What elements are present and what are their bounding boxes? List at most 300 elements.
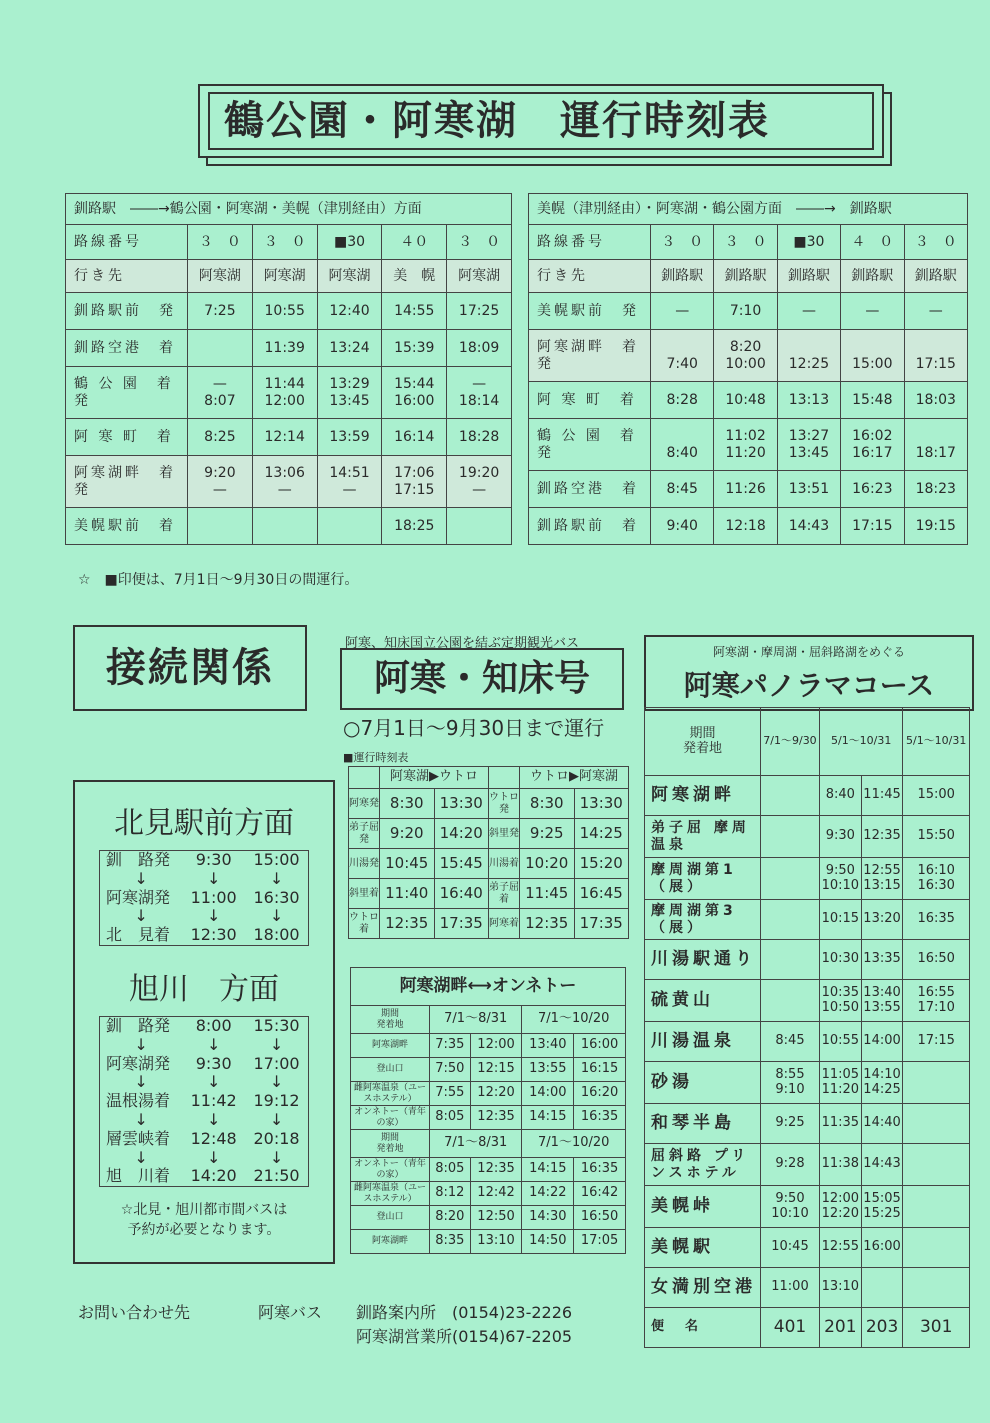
title-box xyxy=(198,84,884,158)
bin-number: 201 xyxy=(819,1308,861,1348)
time-cell xyxy=(903,1228,970,1268)
table-row xyxy=(351,1082,626,1106)
time-cell: 19:15 xyxy=(904,508,968,545)
time-cell: 17:05 xyxy=(574,1230,626,1254)
time-cell: 8:35 xyxy=(430,1230,471,1254)
time-cell: 12:55 13:15 xyxy=(861,858,903,900)
time-cell: 14:15 xyxy=(522,1158,574,1182)
time-cell: ↓ xyxy=(206,906,221,926)
time-cell: 16:42 xyxy=(574,1182,626,1206)
table-row xyxy=(351,1034,626,1058)
time-cell xyxy=(761,940,820,980)
table-row xyxy=(645,1104,970,1144)
table-row xyxy=(645,1022,970,1062)
stop-name: 摩周湖第3（展） xyxy=(645,900,761,940)
stop-name: 弟子屈着 xyxy=(489,879,520,909)
stop-name: ↓ xyxy=(134,1109,148,1129)
time-cell: 8:45 xyxy=(761,1022,820,1062)
time-cell: 16:20 xyxy=(574,1082,626,1106)
route-number: ３ ０ xyxy=(651,225,714,260)
time-cell: 13:27 13:45 xyxy=(777,419,840,471)
stop-name: オンネトー（青年の家） xyxy=(351,1158,430,1182)
time-cell: 14:25 xyxy=(574,819,629,849)
table-row xyxy=(645,940,970,980)
time-cell: 15:39 xyxy=(382,330,447,367)
time-cell: 18:03 xyxy=(904,382,968,419)
time-cell: 8:05 xyxy=(430,1158,471,1182)
stop-name: 和琴半島 xyxy=(645,1104,761,1144)
time-cell: 7:10 xyxy=(714,293,777,330)
time-cell: 13:20 xyxy=(861,900,903,940)
stop-name: ↓ xyxy=(134,1147,148,1167)
destination: 阿寒湖 xyxy=(188,260,253,293)
stop-name: 登山口 xyxy=(351,1206,430,1230)
table-row xyxy=(349,819,629,849)
time-cell: 13:24 xyxy=(317,330,382,367)
stop-name: 阿寒湖発 xyxy=(106,1053,171,1073)
table-row xyxy=(351,1058,626,1082)
table-row xyxy=(645,1228,970,1268)
time-cell: 16:02 16:17 xyxy=(841,419,904,471)
route-number: ■30 xyxy=(317,225,382,260)
table-row xyxy=(66,367,512,419)
time-cell: 20:18 xyxy=(253,1128,300,1148)
time-cell: 8:05 xyxy=(430,1106,471,1130)
time-cell: 13:10 xyxy=(470,1230,522,1254)
table-row xyxy=(100,1149,309,1168)
destination: 阿寒湖 xyxy=(447,260,512,293)
destination: 釧路駅 xyxy=(904,260,968,293)
city-bus-box xyxy=(73,780,335,1264)
table-row xyxy=(645,858,970,900)
time-cell: 15:44 16:00 xyxy=(382,367,447,419)
shiretoko-title: 阿寒・知床号 xyxy=(340,648,624,710)
bin-label: 便 名 xyxy=(645,1308,761,1348)
stop-name: ウトロ着 xyxy=(349,909,380,939)
table-row xyxy=(349,909,629,939)
time-cell: ↓ xyxy=(269,1072,284,1092)
time-cell: 14:43 xyxy=(861,1144,903,1186)
time-cell: 16:15 xyxy=(574,1058,626,1082)
table-row xyxy=(66,508,512,545)
table-row xyxy=(645,1062,970,1104)
time-cell: 8:20 xyxy=(430,1206,471,1230)
route-number: ３ ０ xyxy=(252,225,317,260)
stop-name: 阿寒着 xyxy=(489,909,520,939)
time-cell xyxy=(903,1268,970,1308)
time-cell: 11:42 xyxy=(190,1091,237,1111)
destination: 阿寒湖 xyxy=(252,260,317,293)
table-row xyxy=(529,382,968,419)
time-cell: 11:45 xyxy=(861,776,903,816)
time-cell: 12:35 xyxy=(520,909,575,939)
time-cell: 9:25 xyxy=(761,1104,820,1144)
time-cell: 21:50 xyxy=(253,1166,300,1186)
stop-name: 釧路空港 着 xyxy=(529,471,651,508)
time-cell: ↓ xyxy=(269,868,284,888)
time-cell: 18:25 xyxy=(382,508,447,545)
time-cell xyxy=(761,858,820,900)
period-header: 期間 発着地 xyxy=(351,1130,430,1158)
table-row xyxy=(351,1182,626,1206)
time-cell: 16:10 16:30 xyxy=(903,858,970,900)
time-cell: ↓ xyxy=(206,1072,221,1092)
time-cell: 12:35 xyxy=(380,909,435,939)
stop-name: 川湯駅通り xyxy=(645,940,761,980)
period: 7/1～10/20 xyxy=(522,1130,626,1158)
contact-office-1: 釧路案内所 (0154)23-2226 xyxy=(356,1303,573,1322)
time-cell: 10:55 xyxy=(819,1022,861,1062)
table-row xyxy=(100,1111,309,1130)
table-row xyxy=(100,870,309,889)
period-header: 期間 発着地 xyxy=(351,1006,430,1034)
period: 7/1～8/31 xyxy=(430,1130,522,1158)
time-cell: 16:00 xyxy=(861,1228,903,1268)
time-cell: 10:30 xyxy=(819,940,861,980)
stop-name: 温根湯着 xyxy=(106,1091,171,1111)
stop-name: 川湯着 xyxy=(489,849,520,879)
table-row xyxy=(645,1268,970,1308)
time-cell: 12:30 xyxy=(190,925,237,945)
time-cell: 12:15 xyxy=(470,1058,522,1082)
time-cell: 16:35 xyxy=(903,900,970,940)
contact-label: お問い合わせ先 xyxy=(78,1303,191,1322)
contact-company: 阿寒バス xyxy=(258,1303,323,1322)
time-cell: 8:00 xyxy=(195,1015,232,1035)
table-row xyxy=(100,926,309,945)
outbound-route: 釧路駅 ――→鶴公園・阿寒湖・美幌（津別経由）方面 xyxy=(66,194,512,225)
onneto-table xyxy=(350,967,626,1254)
time-cell: 14:40 xyxy=(861,1104,903,1144)
destination: 阿寒湖 xyxy=(317,260,382,293)
time-cell: 12:00 12:20 xyxy=(819,1186,861,1228)
stop-name: 弟子屈 摩周温泉 xyxy=(645,816,761,858)
table-row xyxy=(100,1073,309,1092)
bin-number: 203 xyxy=(861,1308,903,1348)
time-cell: 12:50 xyxy=(470,1206,522,1230)
time-cell: 9:30 xyxy=(195,850,232,869)
time-cell: 16:55 17:10 xyxy=(903,980,970,1022)
time-cell: 17:00 xyxy=(253,1053,300,1073)
time-cell: 14:00 xyxy=(861,1022,903,1062)
route-number-label: 路線番号 xyxy=(529,225,651,260)
dest-label: 行き先 xyxy=(529,260,651,293)
stop-name: 阿 寒 町 着 xyxy=(529,382,651,419)
stop-name: ↓ xyxy=(134,906,148,926)
asahikawa-table xyxy=(99,1016,309,1187)
time-cell: 16:50 xyxy=(903,940,970,980)
time-cell: 8:28 xyxy=(651,382,714,419)
time-cell: ↓ xyxy=(206,868,221,888)
bin-row xyxy=(645,1308,970,1348)
time-cell: 11:00 xyxy=(761,1268,820,1308)
time-cell: 17:25 xyxy=(447,293,512,330)
time-cell: 18:23 xyxy=(904,471,968,508)
panorama-subtitle: 阿寒湖・摩周湖・屈斜路湖をめぐる xyxy=(712,645,905,659)
time-cell: 8:55 9:10 xyxy=(761,1062,820,1104)
onneto-title: 阿寒湖畔⟷オンネトー xyxy=(351,968,626,1006)
time-cell: 10:20 xyxy=(520,849,575,879)
route-number: ３ ０ xyxy=(188,225,253,260)
table-row xyxy=(100,1036,309,1055)
time-cell: 14:20 xyxy=(434,819,489,849)
time-cell: 13:40 xyxy=(522,1034,574,1058)
stop-name: 阿寒湖発 xyxy=(106,887,171,907)
time-cell: 12:55 xyxy=(819,1228,861,1268)
stop-name: 美幌駅前 着 xyxy=(66,508,188,545)
time-cell: 8:20 10:00 xyxy=(714,330,777,382)
time-cell: 9:20 — xyxy=(188,456,253,508)
time-cell: 12:35 xyxy=(861,816,903,858)
stop-name: オンネトー（青年の家） xyxy=(351,1106,430,1130)
time-cell xyxy=(447,508,512,545)
time-cell: 8:12 xyxy=(430,1182,471,1206)
time-cell: 9:50 10:10 xyxy=(761,1186,820,1228)
time-cell: 16:50 xyxy=(574,1206,626,1230)
time-cell: 15:30 xyxy=(253,1015,300,1035)
destination: 釧路駅 xyxy=(651,260,714,293)
time-cell: 16:45 xyxy=(574,879,629,909)
time-cell: 12:40 xyxy=(317,293,382,330)
time-cell: 15:05 15:25 xyxy=(861,1186,903,1228)
time-cell: 9:25 xyxy=(520,819,575,849)
shiretoko-table-label: ■運行時刻表 xyxy=(343,751,409,764)
time-cell: 11:38 xyxy=(819,1144,861,1186)
stop-name: ↓ xyxy=(134,1034,148,1054)
stop-name: 女満別空港 xyxy=(645,1268,761,1308)
time-cell: ↓ xyxy=(269,1109,284,1129)
table-row xyxy=(66,330,512,367)
head-utoro-akan: ウトロ▶阿寒湖 xyxy=(520,767,629,789)
time-cell xyxy=(861,1268,903,1308)
stop-name: 弟子屈発 xyxy=(349,819,380,849)
time-cell: 12:48 xyxy=(190,1128,237,1148)
time-cell: 16:14 xyxy=(382,419,447,456)
time-cell: 17:35 xyxy=(434,909,489,939)
time-cell: 13:29 13:45 xyxy=(317,367,382,419)
time-cell: 12:20 xyxy=(470,1082,522,1106)
time-cell: 8:40 xyxy=(651,419,714,471)
stop-name: 雌阿寒温泉（ユースホステル） xyxy=(351,1082,430,1106)
time-cell: 8:45 xyxy=(651,471,714,508)
table-row xyxy=(529,330,968,382)
time-cell: 14:10 14:25 xyxy=(861,1062,903,1104)
time-cell: 15:20 xyxy=(574,849,629,879)
time-cell: 15:50 xyxy=(903,816,970,858)
period: 7/1～9/30 xyxy=(761,708,820,776)
time-cell: 14:00 xyxy=(522,1082,574,1106)
stop-name: 層雲峡着 xyxy=(106,1128,171,1148)
stop-name: 摩周湖第1（展） xyxy=(645,858,761,900)
time-cell: 9:30 xyxy=(195,1053,232,1073)
time-cell xyxy=(252,508,317,545)
time-cell: ↓ xyxy=(269,1147,284,1167)
time-cell: 7:40 xyxy=(651,330,714,382)
time-cell: 9:20 xyxy=(380,819,435,849)
time-cell: 16:35 xyxy=(574,1106,626,1130)
table-row xyxy=(529,419,968,471)
time-cell xyxy=(903,1062,970,1104)
stop-name: ↓ xyxy=(134,868,148,888)
inbound-route: 美幌（津別経由）・阿寒湖・鶴公園方面 ――→ 釧路駅 xyxy=(529,194,968,225)
stop-name: 旭 川着 xyxy=(106,1166,171,1186)
stop-name: 釧路空港 着 xyxy=(66,330,188,367)
time-cell: 16:23 xyxy=(841,471,904,508)
stop-name: 阿寒湖畔 着 発 xyxy=(66,456,188,508)
time-cell: ↓ xyxy=(206,1034,221,1054)
route-number: ■30 xyxy=(777,225,840,260)
time-cell: 16:40 xyxy=(434,879,489,909)
time-cell: 10:15 xyxy=(819,900,861,940)
time-cell: 15:00 xyxy=(903,776,970,816)
table-row xyxy=(100,851,309,870)
period-row xyxy=(351,1130,626,1158)
time-cell: 14:55 xyxy=(382,293,447,330)
time-cell: 14:51 — xyxy=(317,456,382,508)
stop-name: 斜里着 xyxy=(349,879,380,909)
time-cell: 13:59 xyxy=(317,419,382,456)
table-row xyxy=(645,1186,970,1228)
time-cell: 15:45 xyxy=(434,849,489,879)
table-row xyxy=(349,789,629,819)
time-cell: 13:06 — xyxy=(252,456,317,508)
time-cell: 10:45 xyxy=(761,1228,820,1268)
stop-name: 硫黄山 xyxy=(645,980,761,1022)
time-cell: 12:35 xyxy=(470,1158,522,1182)
time-cell: 15:00 xyxy=(253,850,300,869)
table-row xyxy=(100,1092,309,1111)
time-cell: — xyxy=(651,293,714,330)
time-cell: 16:35 xyxy=(574,1158,626,1182)
time-cell xyxy=(317,508,382,545)
time-cell: 12:35 xyxy=(470,1106,522,1130)
time-cell xyxy=(761,980,820,1022)
time-cell: — xyxy=(904,293,968,330)
stop-name: 雌阿寒温泉（ユースホステル） xyxy=(351,1182,430,1206)
time-cell: — xyxy=(777,293,840,330)
time-cell: 14:22 xyxy=(522,1182,574,1206)
asahikawa-title: 旭川 方面 xyxy=(129,971,279,1007)
stop-name: 川湯温泉 xyxy=(645,1022,761,1062)
time-cell: 14:43 xyxy=(777,508,840,545)
time-cell: 10:55 xyxy=(252,293,317,330)
time-cell: ↓ xyxy=(269,906,284,926)
destination: 美 幌 xyxy=(382,260,447,293)
time-cell: 12:14 xyxy=(252,419,317,456)
route-number: ４０ xyxy=(382,225,447,260)
route-number: ４ ０ xyxy=(841,225,904,260)
destination: 釧路駅 xyxy=(777,260,840,293)
route-number-label: 路線番号 xyxy=(66,225,188,260)
period-row xyxy=(645,708,970,776)
destination: 釧路駅 xyxy=(714,260,777,293)
panorama-table xyxy=(644,707,970,1348)
table-row xyxy=(100,1167,309,1186)
head-akan-utoro: 阿寒湖▶ウトロ xyxy=(380,767,489,789)
time-cell: 11:02 11:20 xyxy=(714,419,777,471)
time-cell: 17:06 17:15 xyxy=(382,456,447,508)
table-row xyxy=(100,1055,309,1074)
route-number: ３ ０ xyxy=(714,225,777,260)
period-header: 期間 発着地 xyxy=(645,708,761,776)
time-cell: 18:09 xyxy=(447,330,512,367)
table-row xyxy=(349,849,629,879)
route-number: ３ ０ xyxy=(447,225,512,260)
stop-name: 釧路駅前 発 xyxy=(66,293,188,330)
time-cell xyxy=(188,330,253,367)
stop-name: 阿 寒 町 着 xyxy=(66,419,188,456)
stop-name: 釧路駅前 着 xyxy=(529,508,651,545)
time-cell: ↓ xyxy=(206,1109,221,1129)
inbound-timetable xyxy=(528,193,968,545)
time-cell xyxy=(761,776,820,816)
time-cell: 8:25 xyxy=(188,419,253,456)
time-cell: 18:00 xyxy=(253,925,300,945)
table-row xyxy=(529,293,968,330)
timetable-note: ☆ ■印便は、7月1日～9月30日の間運行。 xyxy=(78,572,359,588)
shiretoko-table xyxy=(348,766,629,939)
time-cell: 13:35 xyxy=(861,940,903,980)
period: 7/1～8/31 xyxy=(430,1006,522,1034)
table-row xyxy=(66,419,512,456)
time-cell: 12:42 xyxy=(470,1182,522,1206)
dest-label: 行き先 xyxy=(66,260,188,293)
time-cell: 14:30 xyxy=(522,1206,574,1230)
bin-number: 401 xyxy=(761,1308,820,1348)
time-cell: 17:15 xyxy=(841,508,904,545)
time-cell: 17:15 xyxy=(904,330,968,382)
table-row xyxy=(645,980,970,1022)
time-cell xyxy=(761,816,820,858)
time-cell: 14:50 xyxy=(522,1230,574,1254)
time-cell: 11:05 11:20 xyxy=(819,1062,861,1104)
time-cell: — 18:14 xyxy=(447,367,512,419)
contact-office-2: 阿寒湖営業所(0154)67-2205 xyxy=(356,1327,573,1346)
time-cell: 9:50 10:10 xyxy=(819,858,861,900)
shiretoko-period: ○7月1日～9月30日まで運行 xyxy=(343,716,605,740)
table-row xyxy=(529,471,968,508)
stop-name: 斜里発 xyxy=(489,819,520,849)
time-cell: 17:35 xyxy=(574,909,629,939)
city-bus-note-1: ☆北見・旭川都市間バスは xyxy=(120,1202,288,1219)
route-number: ３ ０ xyxy=(904,225,968,260)
table-row xyxy=(351,1230,626,1254)
stop-name: 美幌駅前 発 xyxy=(529,293,651,330)
time-cell: — 8:07 xyxy=(188,367,253,419)
time-cell: 10:45 xyxy=(380,849,435,879)
table-row xyxy=(529,508,968,545)
time-cell xyxy=(903,1144,970,1186)
time-cell: 11:26 xyxy=(714,471,777,508)
stop-name: 阿寒湖畔 xyxy=(351,1230,430,1254)
time-cell: 8:30 xyxy=(520,789,575,819)
time-cell: 12:00 xyxy=(470,1034,522,1058)
table-row xyxy=(349,879,629,909)
stop-name: 北 見着 xyxy=(106,925,171,945)
table-row xyxy=(100,1016,309,1035)
time-cell: 19:20 — xyxy=(447,456,512,508)
period: 5/1～10/31 xyxy=(903,708,970,776)
period-row xyxy=(351,1006,626,1034)
stop-name: 登山口 xyxy=(351,1058,430,1082)
table-row xyxy=(100,907,309,926)
time-cell: ↓ xyxy=(269,1034,284,1054)
shiretoko-subtitle: 阿寒、知床国立公園を結ぶ定期観光バス xyxy=(345,636,580,651)
time-cell: 7:35 xyxy=(430,1034,471,1058)
time-cell: 7:25 xyxy=(188,293,253,330)
time-cell: 13:55 xyxy=(522,1058,574,1082)
stop-name: ウトロ発 xyxy=(489,789,520,819)
